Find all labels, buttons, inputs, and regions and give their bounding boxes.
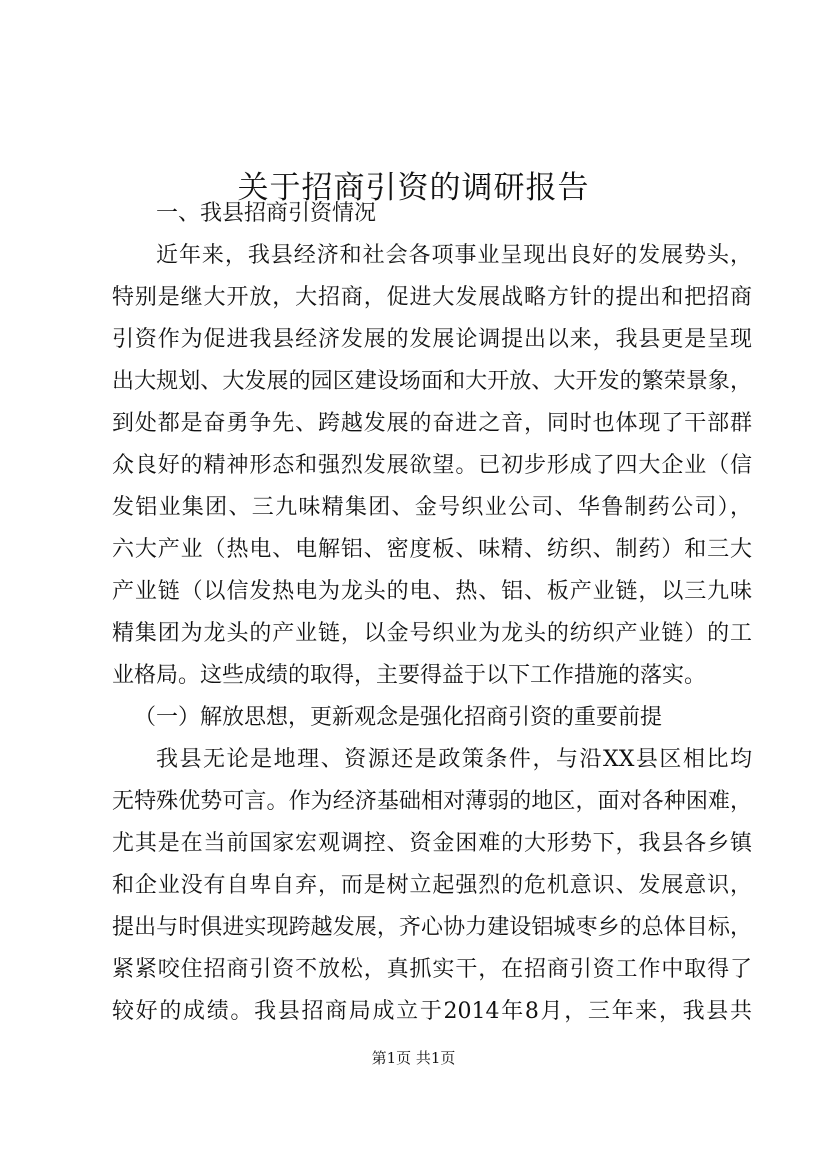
paragraph-line: 精集团为龙头的产业链，以金号织业为龙头的纺织产业链）的工 (112, 621, 752, 646)
paragraph-line: 引资作为促进我县经济发展的发展论调提出以来，我县更是呈现 (112, 327, 752, 352)
paragraph-line: 提出与时俱进实现跨越发展，齐心协力建设铝城枣乡的总体目标， (112, 915, 752, 940)
paragraph-line: 近年来，我县经济和社会各项事业呈现出良好的发展势头， (156, 243, 752, 268)
paragraph-line: 尤其是在当前国家宏观调控、资金困难的大形势下，我县各乡镇 (112, 831, 752, 856)
paragraph-line: 众良好的精神形态和强烈发展欲望。已初步形成了四大企业（信 (112, 453, 752, 478)
paragraph-line: 六大产业（热电、电解铝、密度板、味精、纺织、制药）和三大 (112, 537, 752, 562)
paragraph-line: 业格局。这些成绩的取得，主要得益于以下工作措施的落实。 (112, 663, 707, 688)
paragraph-line: 和企业没有自卑自弃，而是树立起强烈的危机意识、发展意识， (112, 873, 752, 898)
paragraph-line: 发铝业集团、三九味精集团、金号织业公司、华鲁制药公司）， (112, 495, 752, 520)
section-heading: 一、我县招商引资情况 (156, 201, 377, 226)
paragraph-line: 我县无论是地理、资源还是政策条件，与沿XX县区相比均 (156, 747, 752, 772)
paragraph-line: 紧紧咬住招商引资不放松，真抓实干，在招商引资工作中取得了 (112, 957, 752, 982)
paragraph-line: 特别是继大开放，大招商，促进大发展战略方针的提出和把招商 (112, 285, 752, 310)
subsection-heading: （一）解放思想，更新观念是强化招商引资的重要前提 (134, 705, 663, 730)
paragraph-line: 产业链（以信发热电为龙头的电、热、铝、板产业链，以三九味 (112, 579, 752, 604)
paragraph-line: 到处都是奋勇争先、跨越发展的奋进之音，同时也体现了干部群 (112, 411, 752, 436)
paragraph-line: 无特殊优势可言。作为经济基础相对薄弱的地区，面对各种困难， (112, 789, 752, 814)
paragraph-line: 出大规划、大发展的园区建设场面和大开放、大开发的繁荣景象， (112, 369, 752, 394)
document-title: 关于招商引资的调研报告 (237, 169, 590, 206)
paragraph-line: 较好的成绩。我县招商局成立于2014年8月，三年来，我县共 (112, 999, 752, 1024)
page-footer: 第1页 共1页 (371, 1049, 456, 1067)
